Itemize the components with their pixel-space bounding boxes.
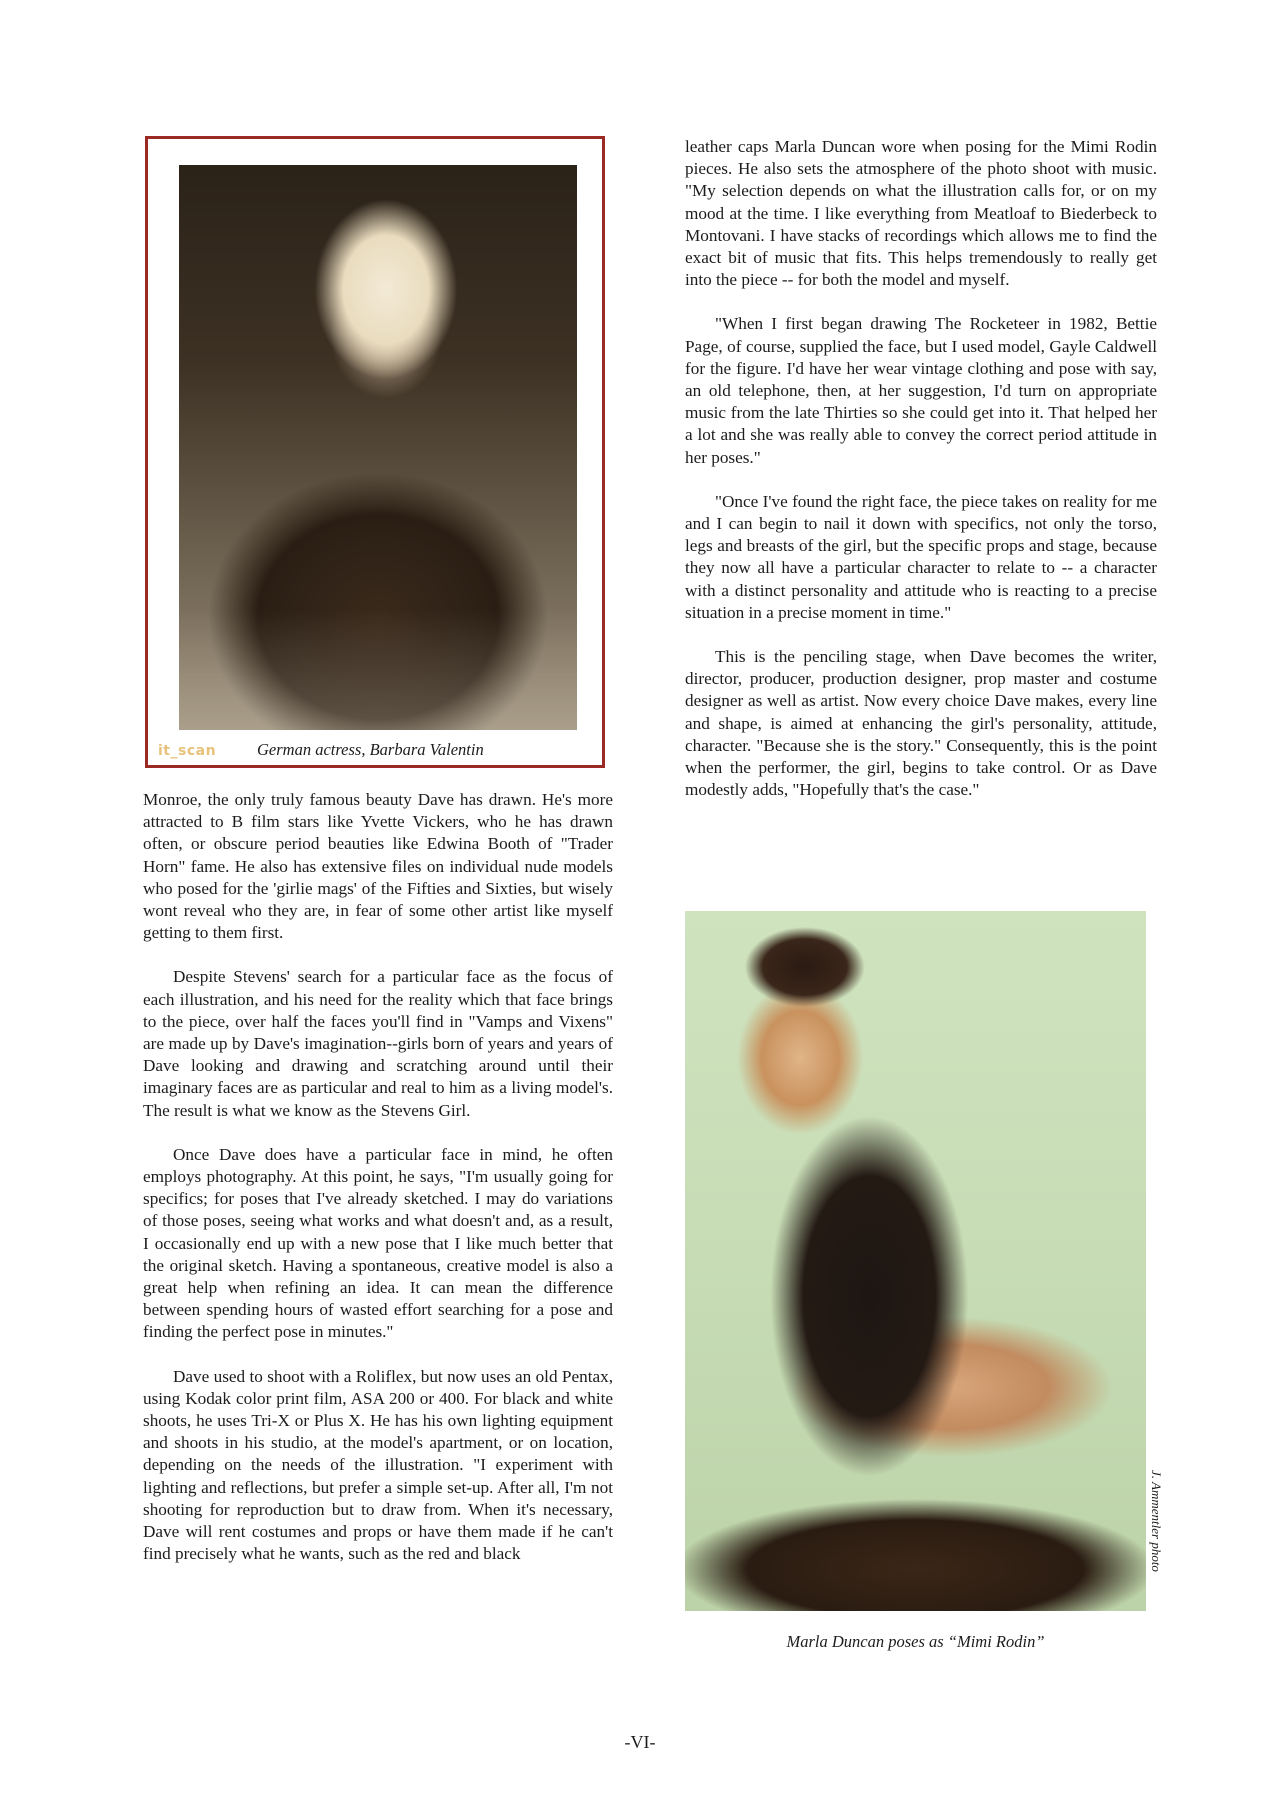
article-column-right [685,136,1157,823]
photo-background-rocks [179,610,577,730]
paragraph: "Once I've found the right face, the piece takes on reality for me and I can begin to nail it down with specifics, not only the torso, legs and breasts of the girl, but the specific props and stage, because they now all have a particular character to relate to -- a character with a distinct personality and attitude who is reacting to a precise situation in a precise moment in time." [685,491,1157,622]
page-number: -VI- [624,1732,656,1752]
photo-barbara-valentin [179,165,577,730]
paragraph: "When I first began drawing The Rocketeer in 1982, Bettie Page, of course, supplied the face, but I used model, Gayle Caldwell for the figure. I'd have her wear vintage clothing and pose with say, an old telephone, then, at her suggestion, I'd turn on appropriate music from the late Thirties so she could get into it. That helped her a lot and she was really able to convey the correct period attitude in her poses." [685,314,1157,467]
article-column-left [143,789,613,1588]
paragraph: Monroe, the only truly famous beauty Dave has drawn. He's more attracted to B film stars like Yvette Vickers, who he has drawn often, or obscure period beauties like Edwina Booth of "Trader Horn" fame. He also has extensive files on individual nude models who posed for the 'girlie mags' of the Fifties and Sixties, but wisely wont reveal who they are, in fear of some other artist like myself getting to them first. [143,790,613,943]
paragraph: Once Dave does have a particular face in mind, he often employs photography. At this point, he says, "I'm usually going for specifics; for poses that I've already sketched. I may do variations of those poses, seeing what works and what doesn't and, as a result, I occasionally end up with a new pose that I like much better that the original sketch. Having a spontaneous, creative model is also a great help when refining an idea. It can mean the difference between spending hours of wasted effort searching for a pose and finding the perfect pose in minutes." [143,1144,613,1342]
photo-frame-barbara-valentin [145,136,605,768]
paragraph: Despite Stevens' search for a particular face as the focus of each illustration, and his need for the reality which that face brings to the piece, over half the faces you'll find in "Vamps and Vixens" are made up by Dave's imagination--girls born of years and years of Dave looking and drawing and scratching around until their imaginary faces are as particular and real to him as a living model's. The result is what we know as the Stevens Girl. [143,967,613,1120]
photo-caption-right: Marla Duncan poses as “Mimi Rodin” [786,1632,1045,1651]
scan-watermark: it_scan [158,743,217,759]
photo-marla-duncan [685,911,1146,1611]
paragraph: Dave used to shoot with a Roliflex, but now uses an old Pentax, using Kodak color print film, ASA 200 or 400. For black and white shoots, he uses Tri-X or Plus X. He has his own lighting equipment and shoots in his studio, at the model's apartment, or on location, depending on the needs of the illustration. "I experiment with lighting and reflections, but prefer a simple set-up. After all, I'm not shooting for reproduction but to draw from. When it's necessary, Dave will rent costumes and props or have them made if he can't find precisely what he wants, such as the red and black [143,1366,613,1564]
paragraph: This is the penciling stage, when Dave becomes the writer, director, producer, production designer, prop master and costume designer as well as artist. Now every choice Dave makes, every line and shape, is aimed at enhancing the girl's personality, attitude, character. "Because she is the story." Consequently, this is the point when the performer, the girl, begins to take control. Or as Dave modestly adds, "Hopefully that's the case." [685,647,1157,800]
paragraph: leather caps Marla Duncan wore when posing for the Mimi Rodin pieces. He also sets the atmosphere of the photo shoot with music. "My selection depends on what the illustration calls for, or on my mood at the time. I like everything from Meatloaf to Biederbeck to Montovani. I have stacks of recordings which allows me to find the exact bit of music that fits. This helps tremendously to really get into the piece -- for both the model and myself. [685,137,1157,290]
photo-caption-left: German actress, Barbara Valentin [257,740,484,759]
photo-credit-text: J. Ammentler photo [1149,1470,1164,1572]
photo-credit [1146,1470,1176,1600]
